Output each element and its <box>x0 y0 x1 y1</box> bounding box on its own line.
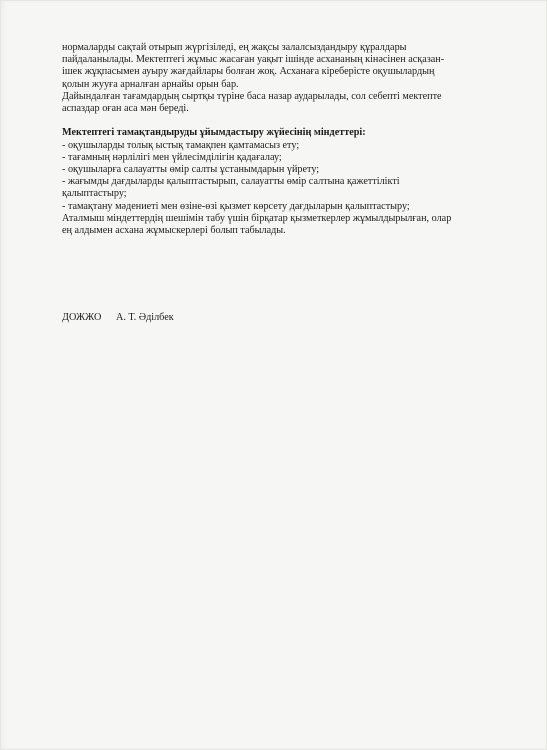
list-item: - оқушыларды толық ыстық тамақпен қамтамасыз ету; <box>62 139 300 151</box>
signature-block <box>62 312 174 323</box>
paragraph-line: Дайындалған тағамдардың сыртқы түріне баса назар аударылады, сол себепті мектепте <box>62 90 442 102</box>
document-body <box>62 42 502 237</box>
signature-name: А. Т. Әділбек <box>115 312 174 323</box>
paragraph-line: нормаларды сақтай отырып жүргізіледі, ең жақсы залалсыздандыру құралдары <box>62 42 407 53</box>
signature-role: ДОЖЖО <box>62 312 102 323</box>
paragraph-line: пайдаланылады. Мектептегі жұмыс жасаған уақыт ішінде асхананың кінәсінен асқазан- <box>62 54 445 66</box>
list-item: - тағамның нәрлілігі мен үйлесімділігін қадағалау; <box>62 151 282 163</box>
list-item: - жағымды дағдыларды қалыптастырып, салауатты өмір салтына қажеттілікті <box>62 176 400 188</box>
blank-line <box>62 115 502 127</box>
list-item: ең алдымен асхана жұмыскерлері болып табылады. <box>62 225 286 237</box>
list-item: - оқушыларға салауатты өмір салты ұстанымдарын үйрету; <box>62 164 320 176</box>
section-heading: Мектептегі тамақтандыруды ұйымдастыру жүйесінің міндеттері: <box>62 127 366 139</box>
list-item: - тамақтану мәдениеті мен өзіне-өзі қызмет көрсету дағдыларын қалыптастыру; <box>62 200 410 212</box>
paragraph-line: аспаздар оған аса мән береді. <box>62 103 189 115</box>
paragraph-line: қолын жууға арналған арнайы орын бар. <box>62 78 239 90</box>
paragraph-line: ішек жұқпасымен ауыру жағдайлары болған жоқ. Асханаға кіреберісте оқушылардың <box>62 66 435 78</box>
list-item: қалыптастыру; <box>62 188 127 200</box>
list-item: Аталмыш міндеттердің шешімін табу үшін бірқатар қызметкерлер жұмылдырылған, олар <box>62 212 452 224</box>
